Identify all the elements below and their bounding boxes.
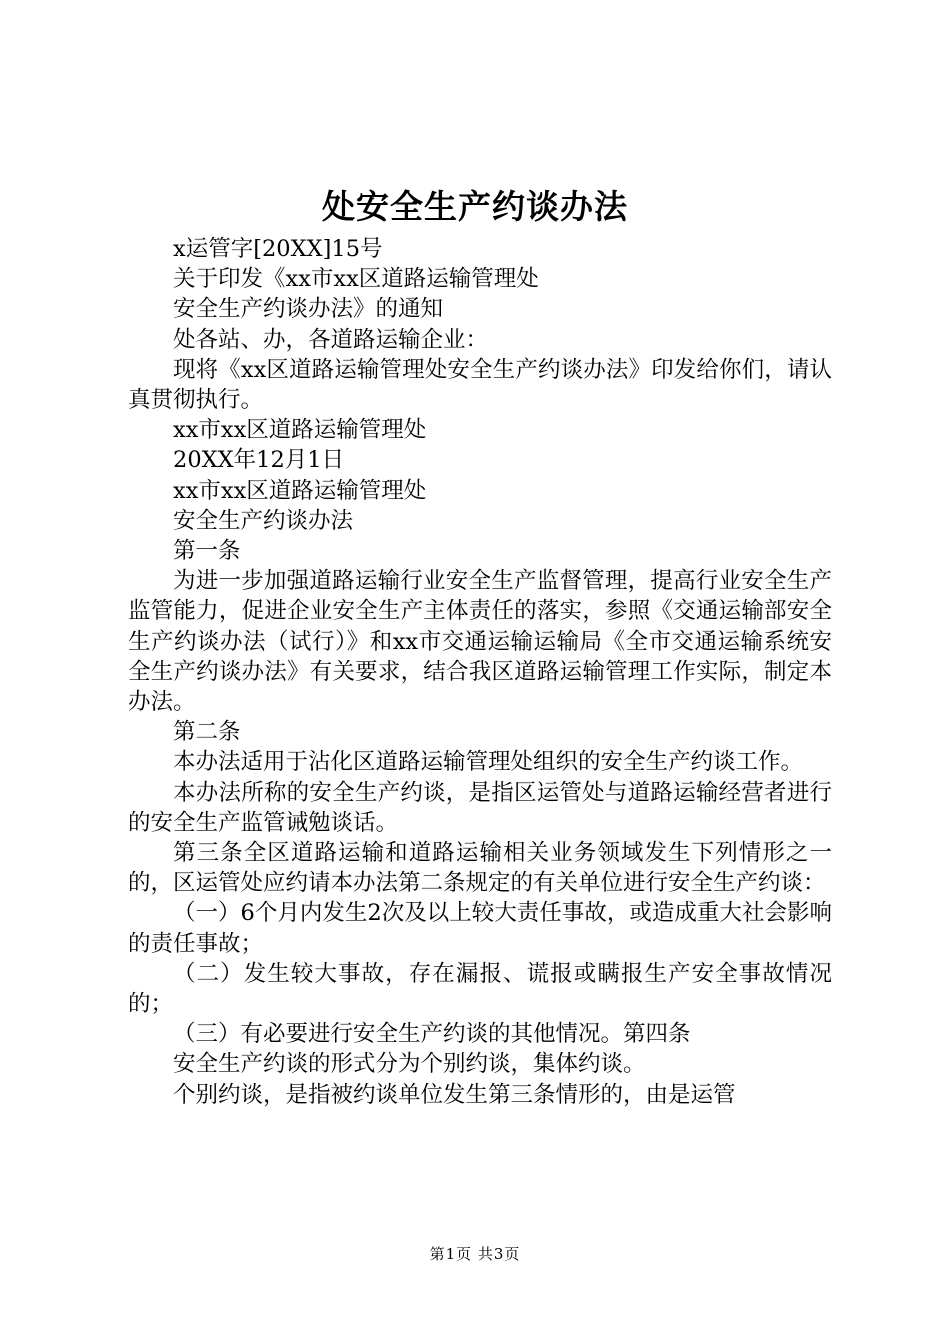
paragraph: 安全生产约谈办法》的通知	[173, 296, 444, 323]
paragraph: 第二条	[173, 719, 241, 746]
paragraph: 关于印发《xx市xx区道路运输管理处	[173, 266, 539, 293]
paragraph: 处各站、办，各道路运输企业：	[173, 326, 489, 353]
paragraph: （二）发生较大事故，存在漏报、谎报或瞒报生产安全事故情况的；	[128, 960, 832, 1018]
paragraph: 20XX年12月1日	[173, 447, 345, 474]
document-body	[128, 234, 832, 1110]
document-title: 处安全生产约谈办法	[322, 187, 628, 226]
paragraph: xx市xx区道路运输管理处	[173, 477, 427, 504]
paragraph: xx市xx区道路运输管理处	[173, 417, 427, 444]
paragraph: 第一条	[173, 538, 241, 565]
paragraph: 个别约谈，是指被约谈单位发生第三条情形的，由是运管	[173, 1081, 736, 1108]
paragraph: 安全生产约谈的形式分为个别约谈，集体约谈。	[173, 1051, 646, 1078]
paragraph: 本办法所称的安全生产约谈，是指区运管处与道路运输经营者进行的安全生产监管诫勉谈话。	[128, 779, 832, 836]
paragraph: x运管字[20XX]15号	[173, 236, 383, 262]
paragraph: （三）有必要进行安全生产约谈的其他情况。第四条	[173, 1021, 691, 1048]
paragraph: 安全生产约谈办法	[173, 507, 354, 534]
paragraph: （一）6个月内发生2次及以上较大责任事故，或造成重大社会影响的责任事故；	[128, 900, 832, 957]
paragraph: 为进一步加强道路运输行业安全生产监督管理，提高行业安全生产监管能力，促进企业安全生产主体责任的落实，参照《交通运输部安全生产约谈办法（试行）》和xx市交通运输运输局《全市交通运输系统安全生产约谈办法》有关要求，结合我区道路运输管理工作实际，制定本办法。	[128, 568, 832, 716]
page-footer: 第1页 共3页	[429, 1245, 521, 1263]
paragraph: 第三条全区道路运输和道路运输相关业务领域发生下列情形之一的，区运管处应约请本办法第二条规定的有关单位进行安全生产约谈：	[128, 840, 832, 897]
paragraph: 本办法适用于沾化区道路运输管理处组织的安全生产约谈工作。	[173, 749, 804, 776]
paragraph: 现将《xx区道路运输管理处安全生产约谈办法》印发给你们，请认真贯彻执行。	[128, 356, 832, 414]
